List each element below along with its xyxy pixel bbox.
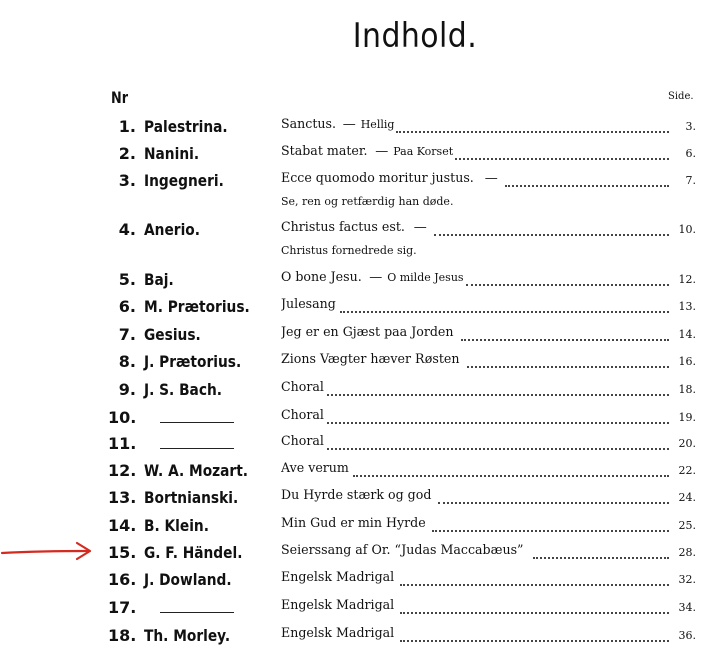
entry-number: 3. [118,171,136,190]
list-item [0,598,723,622]
work-line [281,461,671,481]
entry-number: 10. [108,408,137,427]
dot-leader [461,329,669,341]
composer-name: J. Prætorius. [144,352,242,371]
list-item [0,408,723,432]
work-line [281,434,671,454]
composer-name: J. Dowland. [144,570,232,589]
work-title: Ave verum [281,461,349,476]
page-number: 16. [678,355,696,368]
work-title: Julesang [281,297,336,312]
list-item [0,352,723,376]
composer-name: Baj. [144,270,174,289]
entry-number: 13. [108,488,137,507]
dash-separator: — [375,144,389,159]
work-title: Min Gud er min Hyrde [281,516,426,531]
list-item [0,516,723,540]
entry-number: 15. [108,543,137,562]
work-translation: Hellig [360,118,395,131]
entry-number: 7. [118,325,136,344]
list-item [0,488,723,512]
composer-name: M. Prætorius. [144,297,250,316]
work-title: Seierssang af Or. “Judas Maccabæus” [281,543,524,558]
work-line [281,570,671,590]
entry-number: 9. [118,380,136,399]
list-item [0,434,723,458]
dash-separator: — [369,270,383,285]
page-number: 14. [678,328,696,341]
dash-separator: — [484,171,498,186]
list-item [0,570,723,594]
number-column-header: Nr [111,88,129,107]
dot-leader [400,602,669,614]
composer-name: Nanini. [144,144,200,163]
work-subtitle: Christus fornedrede sig. [281,244,417,257]
list-item [0,461,723,485]
composer-name: W. A. Mozart. [144,461,249,480]
work-line [281,626,671,646]
work-line [281,270,671,290]
page-number: 20. [678,437,696,450]
work-title: Choral [281,434,324,449]
list-item [0,144,723,168]
list-item [0,297,723,321]
page-number: 32. [678,573,696,586]
entry-number: 5. [118,270,136,289]
dot-leader [434,224,669,236]
work-title: Ecce quomodo moritur justus. [281,171,474,186]
dot-leader [467,356,669,368]
work-line [281,117,671,137]
work-title: Choral [281,380,324,395]
dot-leader [466,274,669,286]
work-line [281,598,671,618]
page-number: 13. [678,300,696,313]
dot-leader [400,574,669,586]
dot-leader [438,492,669,504]
ditto-line [160,422,234,423]
work-title: Sanctus. [281,117,337,132]
dash-separator: — [342,117,356,132]
page-number: 25. [678,519,696,532]
composer-name: Palestrina. [144,117,228,136]
page-number: 18. [678,383,696,396]
work-line [281,144,671,164]
page-number: 36. [678,629,696,642]
work-line [281,543,671,563]
composer-name: Ingegneri. [144,171,224,190]
page-column-header: Side. [668,91,694,102]
list-item [0,171,723,208]
page-number: 12. [678,273,696,286]
composer-name: B. Klein. [144,516,209,535]
page-number: 28. [678,546,696,559]
dot-leader [327,438,669,450]
entry-number: 18. [108,626,137,645]
list-item [0,220,723,257]
work-line [281,352,671,372]
entry-number: 12. [108,461,137,480]
page-number: 3. [685,120,696,133]
entry-number: 11. [108,434,137,453]
composer-name: J. S. Bach. [144,380,223,399]
work-line [281,516,671,536]
work-line [281,380,671,400]
work-translation: Paa Korset [393,145,454,158]
page-number: 10. [678,223,696,236]
entry-number: 14. [108,516,137,535]
entry-number: 4. [118,220,136,239]
list-item [0,325,723,349]
work-title: O bone Jesu. [281,270,362,285]
entry-number: 8. [118,352,136,371]
work-line [281,220,671,240]
entry-number: 16. [108,570,137,589]
list-item [0,543,723,567]
page-number: 6. [685,147,696,160]
work-title: Engelsk Madrigal [281,570,395,585]
page-number: 7. [685,174,696,187]
entry-number: 17. [108,598,137,617]
work-subtitle: Se, ren og retfærdig han døde. [281,195,454,208]
dot-leader [327,412,669,424]
dot-leader [533,547,669,559]
ditto-line [160,612,234,613]
red-arrow-icon [0,536,100,566]
page-number: 24. [678,491,696,504]
work-line [281,325,671,345]
work-title: Choral [281,408,324,423]
dot-leader [400,630,669,642]
page-number: 19. [678,411,696,424]
work-title: Jeg er en Gjæst paa Jorden [281,325,454,340]
work-translation: O milde Jesus [387,271,464,284]
dot-leader [432,520,669,532]
work-line [281,297,671,317]
work-line [281,408,671,428]
work-title: Zions Vægter hæver Røsten [281,352,460,367]
entry-number: 6. [118,297,136,316]
composer-name: Th. Morley. [144,626,231,645]
dash-separator: — [413,220,427,235]
ditto-line [160,448,234,449]
work-title: Du Hyrde stærk og god [281,488,432,503]
dot-leader [327,384,669,396]
page-title: Indhold. [352,16,478,56]
work-line [281,171,671,191]
list-item [0,117,723,141]
list-item [0,380,723,404]
page-number: 22. [678,464,696,477]
work-title: Stabat mater. [281,144,368,159]
list-item [0,270,723,294]
dot-leader [353,465,669,477]
dot-leader [340,301,669,313]
dot-leader [505,175,669,187]
page-number: 34. [678,601,696,614]
composer-name: Anerio. [144,220,200,239]
entry-number: 1. [118,117,136,136]
dot-leader [455,148,669,160]
dot-leader [396,121,669,133]
entry-number: 2. [118,144,136,163]
work-title: Engelsk Madrigal [281,598,395,613]
composer-name: G. F. Händel. [144,543,243,562]
composer-name: Bortnianski. [144,488,239,507]
list-item [0,626,723,650]
work-title: Christus factus est. [281,220,405,235]
work-title: Engelsk Madrigal [281,626,395,641]
composer-name: Gesius. [144,325,201,344]
work-line [281,488,671,508]
